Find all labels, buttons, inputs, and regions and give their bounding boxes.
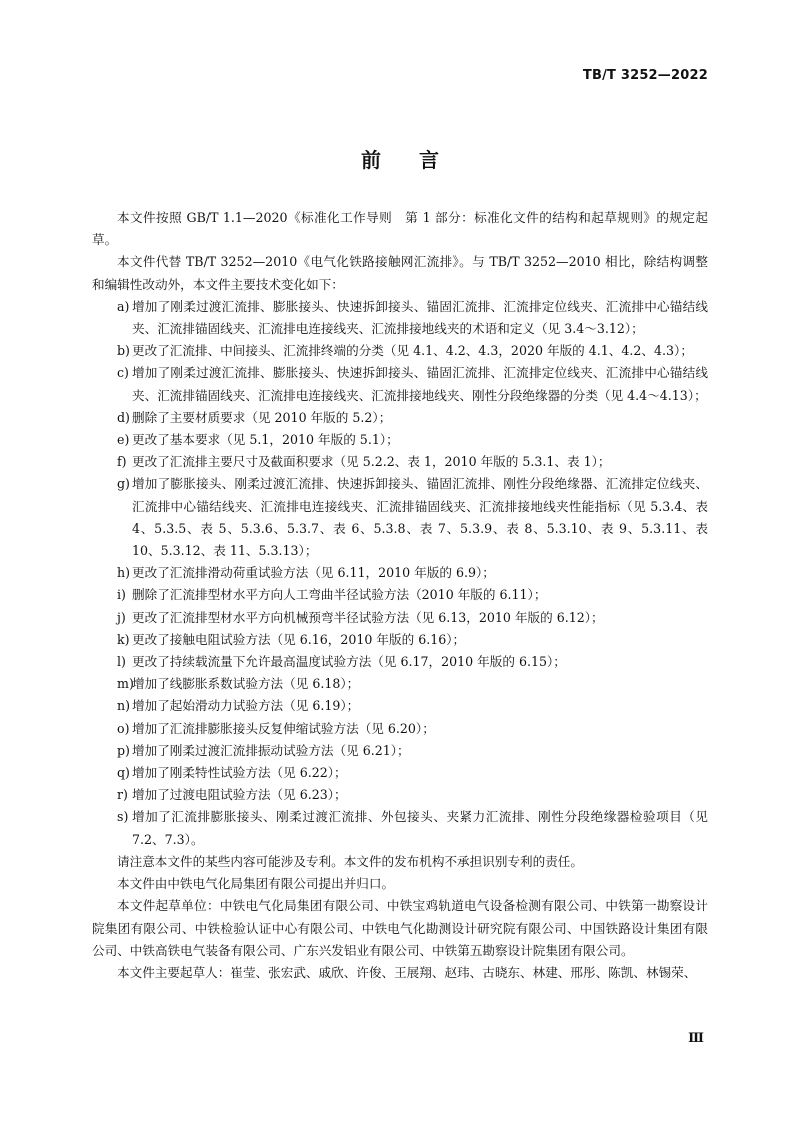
list-item [92,451,708,473]
list-item-text: 增加了起始滑动力试验方法（见 6.19）； [132,698,360,714]
list-item [92,407,708,429]
list-item-mark: k) [117,631,130,647]
list-item-text: 增加了刚柔特性试验方法（见 6.22）； [132,765,347,781]
list-item-mark: h) [117,565,131,581]
list-item [92,806,708,850]
list-item-text: 更改了汇流排、中间接头、汇流排终端的分类（见 4.1、4.2、4.3，2020 年版的 4.1、4.2、4.3）； [132,343,693,359]
list-item [92,695,708,717]
paragraph-patent-notice: 请注意本文件的某些内容可能涉及专利。本文件的发布机构不承担识别专利的责任。 [117,853,583,869]
list-item-mark: c) [117,365,129,381]
list-item-text: 更改了持续载流量下允许最高温度试验方法（见 6.17，2010 年版的 6.15）； [132,654,566,670]
list-item [92,562,708,584]
list-item-text: 增加了刚柔过渡汇流排、膨胀接头、快速拆卸接头、锚固汇流排、汇流排定位线夹、汇流排中心锚结线夹、汇流排锚固线夹、汇流排电连接线夹、汇流排接地线夹的术语和定义（见 3.4～3.12）； [132,298,708,337]
list-item-mark: f) [117,454,127,470]
list-item [92,762,708,784]
list-item [92,740,708,762]
list-item-mark: r) [117,787,128,803]
list-item-text: 更改了基本要求（见 5.1，2010 年版的 5.1）； [132,432,399,448]
list-item [92,429,708,451]
list-item [92,784,708,806]
list-item-text: 增加了汇流排膨胀接头、刚柔过渡汇流排、外包接头、夹紧力汇流排、刚性分段绝缘器检验项目（见 7.2、7.3）。 [132,809,708,847]
list-item-text: 增加了膨胀接头、刚柔过渡汇流排、快速拆卸接头、锚固汇流排、刚性分段绝缘器、汇流排定位线夹、汇流排中心锚结线夹、汇流排电连接线夹、汇流排锚固线夹、汇流排接地线夹性能指标（见 5.3.4、表 4、5.3.5、表 5、5.3.6、5.3.7、表 6、5.3.8、表 7、5.3.9、表 8、5.3.10、表 9、5.3.11、表 10、5.3.12、表 11、5.3.13）； [132,476,708,559]
list-item-text: 增加了线膨胀系数试验方法（见 6.18）； [132,676,360,692]
list-item [92,340,708,362]
list-item-mark: d) [117,409,130,425]
paragraph-drafting-units: 本文件起草单位：中铁电气化局集团有限公司、中铁宝鸡轨道电气设备检测有限公司、中铁第一勘察设计院集团有限公司、中铁检验认证中心有限公司、中铁电气化勘测设计研究院有限公司、中国铁路设计集团有限公司、中铁高铁电气装备有限公司、广东兴发铝业有限公司、中铁第五勘察设计院集团有限公司。 [92,898,708,958]
page-number: Ⅲ [688,1031,704,1046]
list-item [92,718,708,740]
list-item-mark: s) [117,809,129,825]
list-item [92,296,708,340]
list-item-mark: m) [117,676,134,692]
list-item-text: 更改了汇流排型材水平方向机械预弯半径试验方法（见 6.13，2010 年版的 6.12）； [132,609,604,625]
list-item-text: 增加了过渡电阻试验方法（见 6.23）； [132,787,347,803]
list-item-mark: b) [117,343,130,359]
list-item-mark: l) [117,654,126,670]
paragraph-drafters: 本文件主要起草人：崔莹、张宏武、戚欣、许俊、王展翔、赵玮、古晓东、林建、邢彤、陈凯、林锡荣、 [117,964,697,980]
list-item-text: 更改了汇流排滑动荷重试验方法（见 6.11，2010 年版的 6.9）； [132,565,495,581]
list-item-text: 增加了刚柔过渡汇流排、膨胀接头、快速拆卸接头、锚固汇流排、汇流排定位线夹、汇流排中心锚结线夹、汇流排锚固线夹、汇流排电连接线夹、汇流排接地线夹、刚性分段绝缘器的分类（见 4.4～4.13）； [132,365,708,403]
list-item-text: 增加了汇流排膨胀接头反复伸缩试验方法（见 6.20）； [132,720,435,736]
list-item [92,651,708,673]
list-item-mark: q) [117,765,130,781]
list-item-mark: a) [117,298,130,314]
list-item-text: 删除了主要材质要求（见 2010 年版的 5.2）； [132,409,392,425]
page-title: 前言 [361,148,477,172]
document-body [92,207,708,984]
paragraph-replacement-note: 本文件代替 TB/T 3252—2010《电气化铁路接触网汇流排》。与 TB/T 3252—2010 相比，除结构调整和编辑性改动外，本文件主要技术变化如下： [92,254,708,292]
list-item [92,607,708,629]
list-item-mark: o) [117,720,130,736]
list-item-text: 更改了汇流排主要尺寸及截面积要求（见 5.2.2、表 1，2010 年版的 5.3.1、表 1）； [132,454,611,470]
list-item-mark: g) [117,476,130,492]
list-item-mark: p) [117,742,130,758]
list-item [92,673,708,695]
list-item-text: 增加了刚柔过渡汇流排振动试验方法（见 6.21）； [132,742,410,758]
list-item [92,362,708,406]
list-item [92,473,708,562]
standard-number: TB/T 3252—2022 [582,68,708,83]
list-item-text: 更改了接触电阻试验方法（见 6.16，2010 年版的 6.16）； [132,631,466,647]
list-item-mark: j) [117,609,126,625]
list-item-mark: e) [117,432,130,448]
list-item [92,584,708,606]
paragraph-proposer: 本文件由中铁电气化局集团有限公司提出并归口。 [117,876,395,892]
list-item [92,629,708,651]
list-item-mark: i) [117,587,126,603]
list-item-mark: n) [117,698,131,714]
technical-changes-list [92,296,708,851]
paragraph-drafting-rules: 本文件按照 GB/T 1.1—2020《标准化工作导则 第 1 部分：标准化文件的结构和起草规则》的规定起草。 [92,210,708,248]
list-item-text: 删除了汇流排型材水平方向人工弯曲半径试验方法（2010 年版的 6.11）； [132,587,547,603]
